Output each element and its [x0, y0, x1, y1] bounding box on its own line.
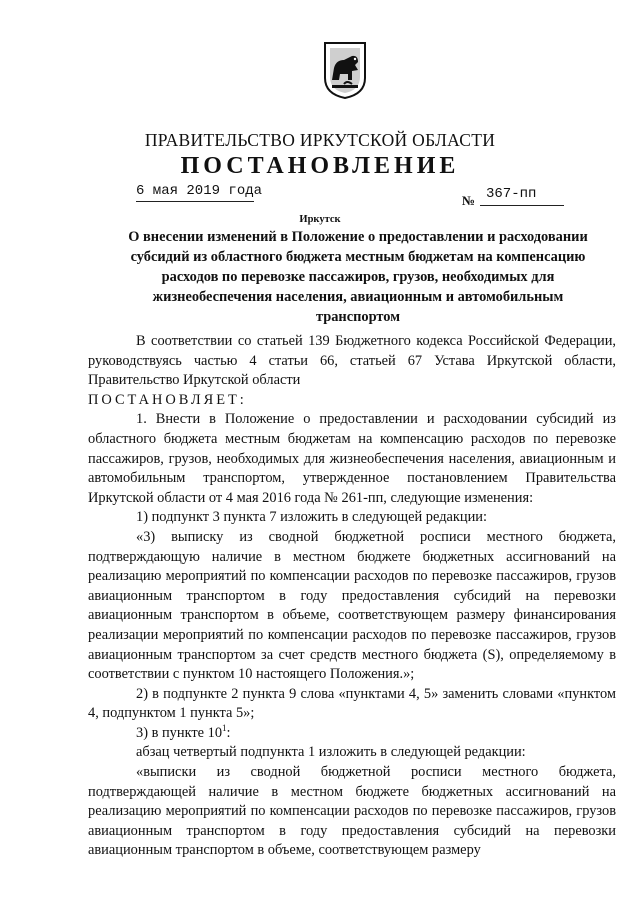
number-sign: № [462, 193, 476, 208]
paragraph-subitem-2: 2) в подпункте 2 пункта 9 слова «пунктами 4, 5» заменить словами «пунктом 4, подпунктом 1 пункта 5»; [88, 685, 616, 722]
paragraph-instruction: абзац четвертый подпункта 1 изложить в следующей редакции: [136, 744, 526, 761]
paragraph-quote-2: «выписки из сводной бюджетной росписи местного бюджета, подтверждающей наличие в местном бюджете бюджетных ассигнований на реализацию мероприятий по компенсации расходов по перевозке пассажиров, грузов авиационным транспортом в году предоставления субсидий на перевозки авиационным транспортом в объеме, соответствующем размеру [88, 764, 616, 859]
preamble-paragraph: В соответствии со статьей 139 Бюджетного кодекса Российской Федерации, руководствуясь частью 4 статьи 66, статьей 67 Устава Иркутской области, Правительство Иркутской области [88, 333, 616, 389]
paragraph-subitem-3 [88, 724, 616, 744]
city-name: Иркутск [299, 214, 341, 225]
subitem-3-colon: : [226, 724, 231, 741]
resolves-heading: ПОСТАНОВЛЯЕТ: [88, 391, 247, 408]
paragraph-quote-1: «3) выписку из сводной бюджетной росписи местного бюджета, подтверждающую наличие в местном бюджете бюджетных ассигнований на реализацию мероприятий по компенсации расходов по перевозке пассажиров, грузов авиационным транспортом в году предоставления субсидий на перевозки авиационным транспортом в объеме, соответствующем размеру финансирования реализации мероприятий по компенсации расходов по перевозке пассажиров, грузов авиационным транспортом за счет средств местного бюджета (S), определяемому в соответствии с пунктом 10 настоящего Положения.»; [88, 528, 616, 683]
document-type: ПОСТАНОВЛЕНИЕ [180, 153, 460, 179]
subitem-3-text: 3) в пункте 10 [136, 724, 223, 741]
subitem-3-superscript: 1 [222, 723, 227, 734]
paragraph-subitem-1: 1) подпункт 3 пункта 7 изложить в следующей редакции: [136, 509, 487, 526]
number-underline [480, 205, 564, 206]
document-title: О внесении изменений в Положение о предоставлении и расходовании субсидий из областного бюджета местным бюджетам на компенсацию расходов по перевозке пассажиров, грузов, необходимых для жизнеобеспечения населения, авиационным и автомобильным транспортом [128, 229, 588, 325]
document-date: 6 мая 2019 года [136, 183, 263, 199]
paragraph-item-1: 1. Внести в Положение о предоставлении и расходовании субсидий из областного бюджета местным бюджетам на компенсацию расходов по перевозке пассажиров, грузов, необходимых для жизнеобеспечения населения, авиационным и автомобильным транспортом, утвержденное постановлением Правительства Иркутской области от 4 мая 2016 года № 261-пп, следующие изменения: [88, 411, 616, 506]
document-body [88, 332, 616, 861]
coat-of-arms-emblem [322, 40, 368, 100]
date-underline [136, 201, 254, 202]
document-number: 367-пп [486, 186, 537, 202]
government-name: ПРАВИТЕЛЬСТВО ИРКУТСКОЙ ОБЛАСТИ [144, 130, 496, 150]
